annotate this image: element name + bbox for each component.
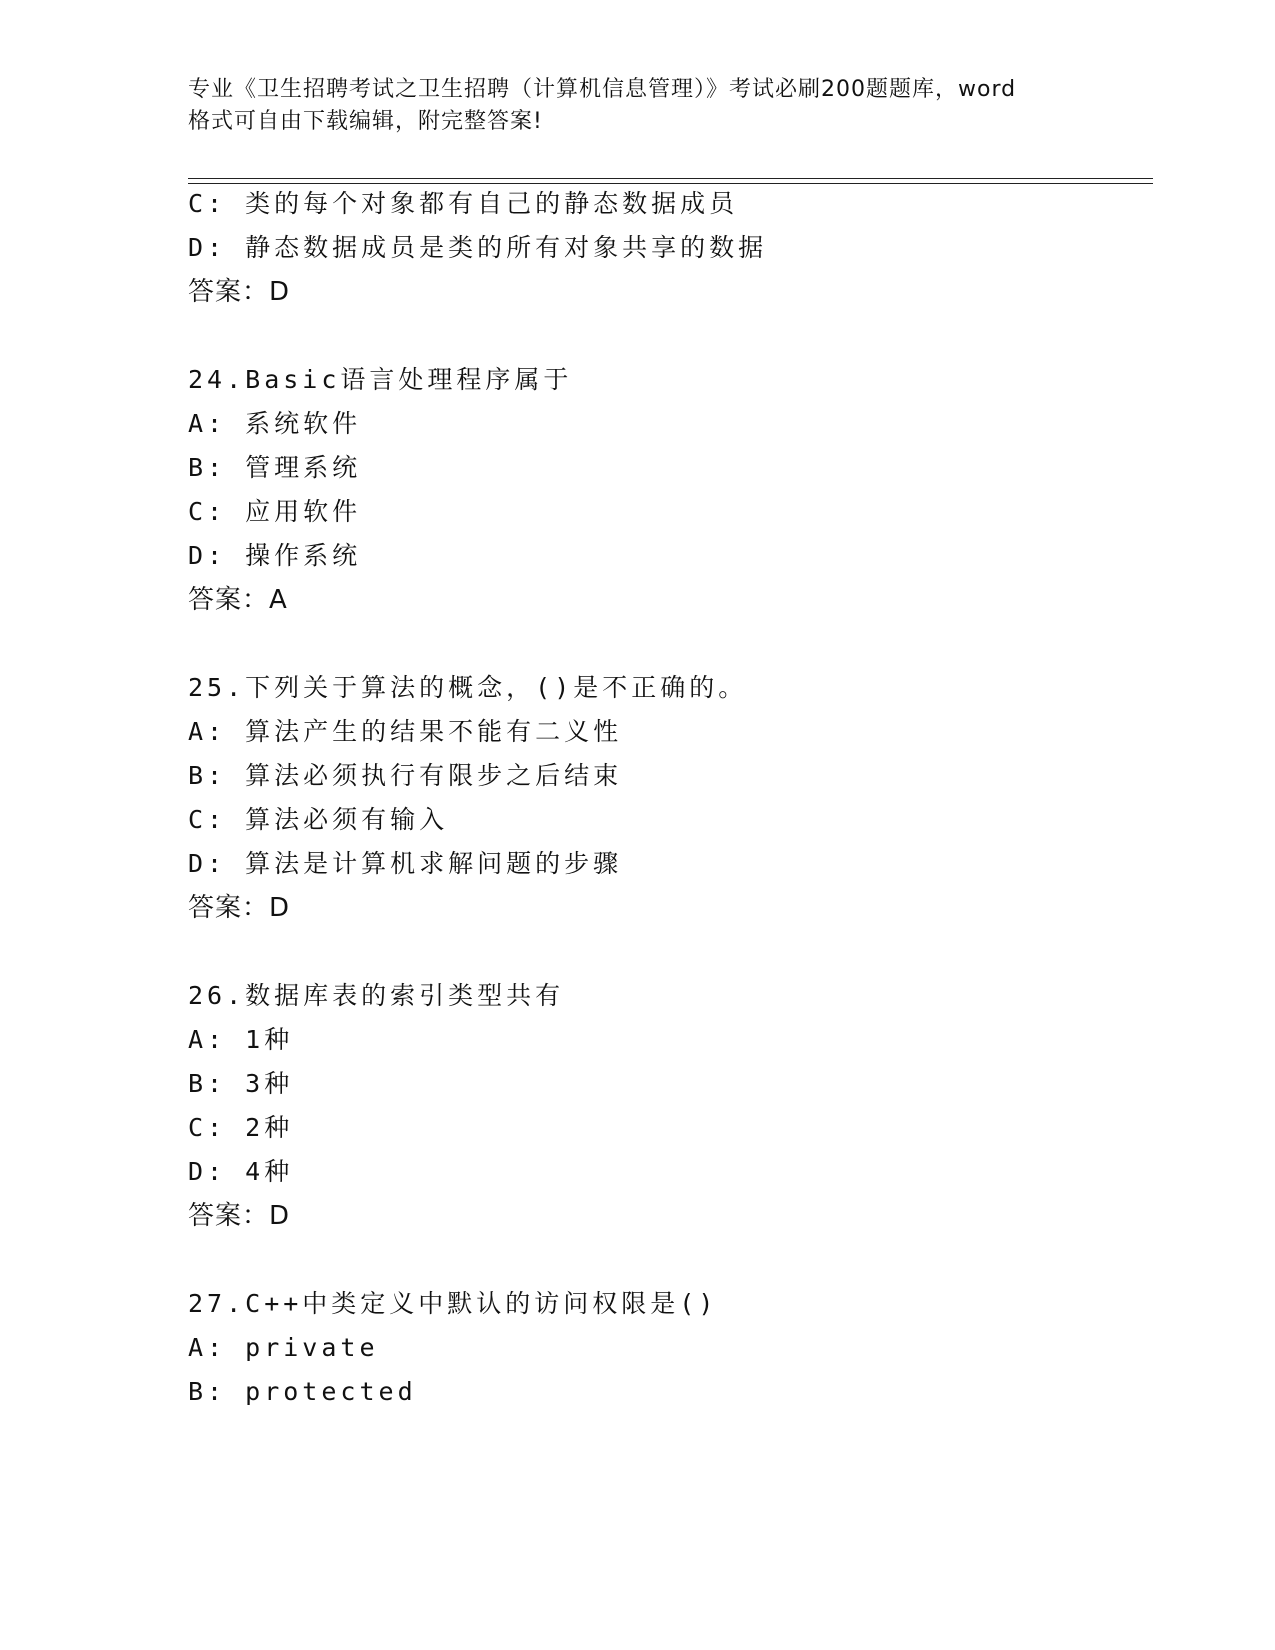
q26-option-a: A: 1种	[188, 1025, 294, 1054]
q25-option-a: A: 算法产生的结果不能有二义性	[188, 717, 623, 746]
q26-answer: 答案：D	[188, 1201, 291, 1231]
header-line-2: 格式可自由下载编辑，附完整答案!	[188, 109, 543, 134]
q25-question: 25.下列关于算法的概念，()是不正确的。	[188, 673, 748, 702]
q26-option-d: D: 4种	[188, 1157, 294, 1186]
q24-answer: 答案：A	[188, 585, 288, 615]
q24-option-d: D: 操作系统	[188, 541, 362, 570]
header-divider-top	[188, 178, 1153, 179]
q26-option-c: C: 2种	[188, 1113, 294, 1142]
q23-option-d: D: 静态数据成员是类的所有对象共享的数据	[188, 233, 768, 262]
q23-option-c: C: 类的每个对象都有自己的静态数据成员	[188, 189, 739, 218]
q25-answer: 答案：D	[188, 893, 291, 923]
document-header	[188, 74, 1088, 138]
q26-option-b: B: 3种	[188, 1069, 294, 1098]
q27-option-b: B: protected	[188, 1377, 417, 1406]
q23-answer: 答案：D	[188, 277, 291, 307]
q25-option-b: B: 算法必须执行有限步之后结束	[188, 761, 623, 790]
q27-question: 27.C++中类定义中默认的访问权限是()	[188, 1289, 718, 1318]
q24-question: 24.Basic语言处理程序属于	[188, 365, 573, 394]
q24-option-a: A: 系统软件	[188, 409, 362, 438]
q24-option-c: C: 应用软件	[188, 497, 362, 526]
q25-option-d: D: 算法是计算机求解问题的步骤	[188, 849, 623, 878]
q26-question: 26.数据库表的索引类型共有	[188, 981, 565, 1010]
q25-option-c: C: 算法必须有输入	[188, 805, 449, 834]
q24-option-b: B: 管理系统	[188, 453, 362, 482]
header-line-1: 专业《卫生招聘考试之卫生招聘（计算机信息管理）》考试必刷200题题库，word	[188, 77, 1017, 102]
header-divider-bottom	[188, 183, 1153, 184]
q27-option-a: A: private	[188, 1333, 379, 1362]
